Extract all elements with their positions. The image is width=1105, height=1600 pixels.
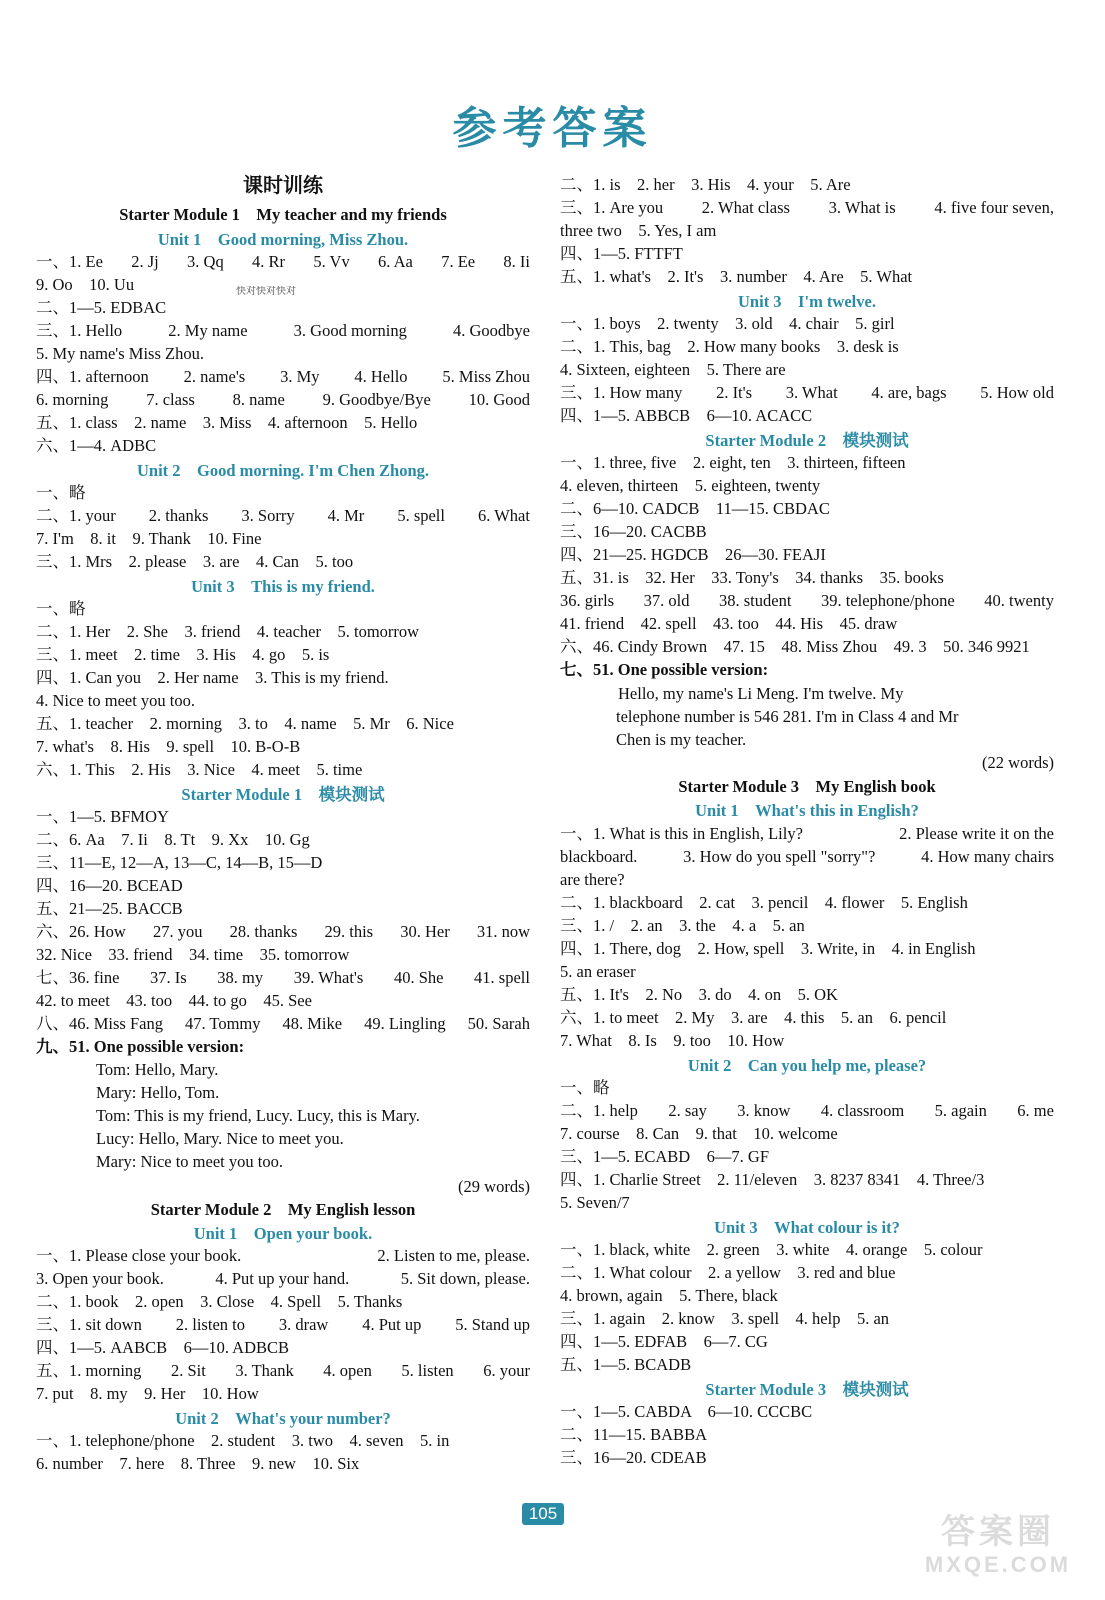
answer-line: 41. friend 42. spell 43. too 44. His 45. draw — [560, 614, 898, 633]
answer-line: 5. an eraser — [560, 962, 636, 981]
watermark-logo — [908, 1512, 1088, 1592]
answer-line: 一、1—5. BFMOY — [36, 807, 169, 826]
answer-line: 三、1. sit down 2. listen to 3. draw 4. Put up 5. Stand up — [36, 1315, 530, 1334]
answer-line: 五、1. It's 2. No 3. do 4. on 5. OK — [560, 985, 838, 1004]
answer-line: 三、1. How many 2. It's 3. What 4. are, bags 5. How old — [560, 383, 1054, 402]
module-heading: Starter Module 1 My teacher and my friends — [119, 205, 447, 224]
answer-line: 4. Nice to meet you too. — [36, 691, 196, 710]
essay-line: telephone number is 546 281. I'm in Class 4 and Mr — [616, 707, 959, 726]
module-heading: Starter Module 3 My English book — [678, 777, 936, 796]
answer-line: 二、1—5. EDBAC — [36, 298, 167, 317]
answer-line: 三、16—20. CDEAB — [560, 1448, 707, 1467]
answer-line: 一、1. three, five 2. eight, ten 3. thirteen, fifteen — [560, 453, 906, 472]
page-number: 105 — [522, 1503, 564, 1525]
answer-line: 二、6—10. CADCB 11—15. CBDAC — [560, 499, 830, 518]
answer-line: 一、略 — [36, 483, 86, 502]
answer-line: 五、21—25. BACCB — [36, 899, 183, 918]
answer-line: 八、46. Miss Fang 47. Tommy 48. Mike 49. Lingling 50. Sarah — [36, 1014, 530, 1033]
answer-line: blackboard. 3. How do you spell "sorry"? 4. How many chairs — [560, 847, 1054, 866]
answer-line: 二、1. This, bag 2. How many books 3. desk is — [560, 337, 899, 356]
answer-line: 二、1. Her 2. She 3. friend 4. teacher 5. tomorrow — [36, 622, 420, 641]
module-test-heading: Starter Module 1 模块测试 — [181, 785, 385, 804]
answer-line: 一、1. black, white 2. green 3. white 4. orange 5. colour — [560, 1240, 983, 1259]
unit-heading: Unit 3 I'm twelve. — [738, 292, 876, 311]
watermark-url: MXQE.COM — [924, 1552, 1072, 1577]
answer-line: 4. eleven, thirteen 5. eighteen, twenty — [560, 476, 821, 495]
word-count: (22 words) — [982, 753, 1054, 772]
dialogue-line: Mary: Nice to meet you too. — [96, 1152, 283, 1171]
answer-line: 五、1. teacher 2. morning 3. to 4. name 5. Mr 6. Nice — [36, 714, 454, 733]
answer-line: 六、46. Cindy Brown 47. 15 48. Miss Zhou 49. 3 50. 346 9921 — [560, 637, 1030, 656]
answer-line: 五、1. morning 2. Sit 3. Thank 4. open 5. listen 6. your — [36, 1361, 530, 1380]
answer-line: 二、1. book 2. open 3. Close 4. Spell 5. Thanks — [36, 1292, 403, 1311]
answer-line: 二、1. What colour 2. a yellow 3. red and blue — [560, 1263, 896, 1282]
answer-line: 二、1. help 2. say 3. know 4. classroom 5. again 6. me — [560, 1101, 1054, 1120]
dialogue-line: Mary: Hello, Tom. — [96, 1083, 220, 1102]
answer-line: 一、略 — [560, 1078, 610, 1097]
answer-line: 四、1—5. EDFAB 6—7. CG — [560, 1332, 768, 1351]
answer-line: 7. what's 8. His 9. spell 10. B-O-B — [36, 737, 301, 756]
answer-line: 42. to meet 43. too 44. to go 45. See — [36, 991, 312, 1010]
unit-heading: Unit 2 Can you help me, please? — [687, 1056, 927, 1075]
unit-heading: Unit 1 Open your book. — [193, 1224, 373, 1243]
essay-line: Hello, my name's Li Meng. I'm twelve. My — [618, 684, 904, 703]
answer-line: 五、31. is 32. Her 33. Tony's 34. thanks 35. books — [560, 568, 944, 587]
answer-line: 三、1. Hello 2. My name 3. Good morning 4. Goodbye — [36, 321, 530, 340]
answer-line: 四、1. Charlie Street 2. 11/eleven 3. 8237 8341 4. Three/3 — [560, 1170, 985, 1189]
answer-line: 四、21—25. HGDCB 26—30. FEAJI — [560, 545, 826, 564]
module-test-heading: Starter Module 2 模块测试 — [705, 431, 909, 450]
page-title: 参考答案 — [452, 103, 653, 154]
answer-line: 五、1. class 2. name 3. Miss 4. afternoon 5. Hello — [36, 413, 418, 432]
answer-line: 一、1. Please close your book. 2. Listen to me, please. — [36, 1246, 530, 1265]
answer-line: 六、1. to meet 2. My 3. are 4. this 5. an 6. pencil — [560, 1008, 947, 1027]
module-test-heading: Starter Module 3 模块测试 — [705, 1380, 909, 1399]
answer-line: 四、16—20. BCEAD — [36, 876, 183, 895]
dialogue-line: Tom: This is my friend, Lucy. Lucy, this is Mary. — [96, 1106, 420, 1125]
unit-heading: Unit 3 What colour is it? — [714, 1218, 900, 1237]
answer-line: 三、1. meet 2. time 3. His 4. go 5. is — [36, 645, 330, 664]
answer-line: 二、1. is 2. her 3. His 4. your 5. Are — [560, 175, 851, 194]
answer-line: 五、1. what's 2. It's 3. number 4. Are 5. What — [560, 267, 913, 286]
section-heading: 课时训练 — [243, 174, 323, 197]
answer-line: 4. Sixteen, eighteen 5. There are — [560, 360, 786, 379]
answer-line: 三、11—E, 12—A, 13—C, 14—B, 15—D — [36, 853, 323, 872]
answer-line: 一、1. boys 2. twenty 3. old 4. chair 5. girl — [560, 314, 895, 333]
answer-line: 二、1. blackboard 2. cat 3. pencil 4. flower 5. English — [560, 893, 968, 912]
answer-line: 7. course 8. Can 9. that 10. welcome — [560, 1124, 838, 1143]
answer-line: 一、1. Ee 2. Jj 3. Qq 4. Rr 5. Vv 6. Aa 7. Ee 8. Ii — [36, 252, 530, 271]
answer-line: three two 5. Yes, I am — [560, 221, 717, 240]
answer-line: 三、1—5. ECABD 6—7. GF — [560, 1147, 770, 1166]
module-heading: Starter Module 2 My English lesson — [150, 1200, 416, 1219]
word-count: (29 words) — [458, 1177, 530, 1196]
answer-line: 二、11—15. BABBA — [560, 1425, 707, 1444]
answer-line: 六、1—4. ADBC — [36, 436, 157, 455]
answer-line: 九、51. One possible version: — [36, 1037, 245, 1056]
answer-line: 四、1—5. ABBCB 6—10. ACACC — [560, 406, 813, 425]
answer-line: 5. Seven/7 — [560, 1193, 630, 1212]
answer-line: 一、1. telephone/phone 2. student 3. two 4. seven 5. in — [36, 1431, 450, 1450]
answer-line: 四、1. There, dog 2. How, spell 3. Write, in 4. in English — [560, 939, 976, 958]
answer-line: 5. My name's Miss Zhou. — [36, 344, 204, 363]
watermark-text: 答案圈 — [941, 1513, 1055, 1551]
unit-heading: Unit 3 This is my friend. — [191, 577, 375, 596]
answer-line: 六、26. How 27. you 28. thanks 29. this 30. Her 31. now — [36, 922, 530, 941]
answer-line: 四、1—5. AABCB 6—10. ADBCB — [36, 1338, 290, 1357]
answer-line: 7. put 8. my 9. Her 10. How — [36, 1384, 259, 1403]
answer-line: 一、略 — [36, 599, 86, 618]
answer-line: 二、1. your 2. thanks 3. Sorry 4. Mr 5. spell 6. What — [36, 506, 530, 525]
answer-line: 6. number 7. here 8. Three 9. new 10. Six — [36, 1454, 360, 1473]
answer-line: 4. brown, again 5. There, black — [560, 1286, 778, 1305]
answer-line: 三、16—20. CACBB — [560, 522, 707, 541]
answer-line: 六、1. This 2. His 3. Nice 4. meet 5. time — [36, 760, 363, 779]
answer-line: 6. morning 7. class 8. name 9. Goodbye/Bye 10. Good — [36, 390, 530, 409]
answer-line: are there? — [560, 870, 625, 889]
answer-line: 五、1—5. BCADB — [560, 1355, 692, 1374]
answer-line: 32. Nice 33. friend 34. time 35. tomorrow — [36, 945, 350, 964]
answer-line: 7. What 8. Is 9. too 10. How — [560, 1031, 785, 1050]
unit-heading: Unit 2 Good morning. I'm Chen Zhong. — [136, 461, 429, 480]
answer-line: 二、6. Aa 7. Ii 8. Tt 9. Xx 10. Gg — [36, 830, 310, 849]
answer-line: 四、1. Can you 2. Her name 3. This is my friend. — [36, 668, 389, 687]
answer-line: 三、1. again 2. know 3. spell 4. help 5. an — [560, 1309, 890, 1328]
answer-line: 七、51. One possible version: — [560, 660, 769, 679]
answer-line: 四、1—5. FTTFT — [560, 244, 683, 263]
unit-heading: Unit 2 What's your number? — [175, 1409, 391, 1428]
essay-line: Chen is my teacher. — [616, 730, 747, 749]
answer-line: 36. girls 37. old 38. student 39. telephone/phone 40. twenty — [560, 591, 1054, 610]
unit-heading: Unit 1 What's this in English? — [695, 801, 919, 820]
answer-line: 7. I'm 8. it 9. Thank 10. Fine — [36, 529, 262, 548]
answer-line: 七、36. fine 37. Is 38. my 39. What's 40. She 41. spell — [36, 968, 530, 987]
answer-line: 三、1. / 2. an 3. the 4. a 5. an — [560, 916, 805, 935]
answer-line: 3. Open your book. 4. Put up your hand. 5. Sit down, please. — [36, 1269, 530, 1288]
handwritten-note: 快对快对快对 — [236, 286, 296, 297]
answer-line: 9. Oo 10. Uu — [36, 275, 135, 294]
answer-line: 三、1. Are you 2. What class 3. What is 4. five four seven, — [560, 198, 1054, 217]
answer-line: 三、1. Mrs 2. please 3. are 4. Can 5. too — [36, 552, 354, 571]
dialogue-line: Lucy: Hello, Mary. Nice to meet you. — [96, 1129, 344, 1148]
answer-line: 四、1. afternoon 2. name's 3. My 4. Hello 5. Miss Zhou — [36, 367, 530, 386]
unit-heading: Unit 1 Good morning, Miss Zhou. — [157, 230, 409, 249]
answer-line: 一、1. What is this in English, Lily? 2. Please write it on the — [560, 824, 1054, 843]
dialogue-line: Tom: Hello, Mary. — [96, 1060, 219, 1079]
answer-line: 一、1—5. CABDA 6—10. CCCBC — [560, 1402, 813, 1421]
